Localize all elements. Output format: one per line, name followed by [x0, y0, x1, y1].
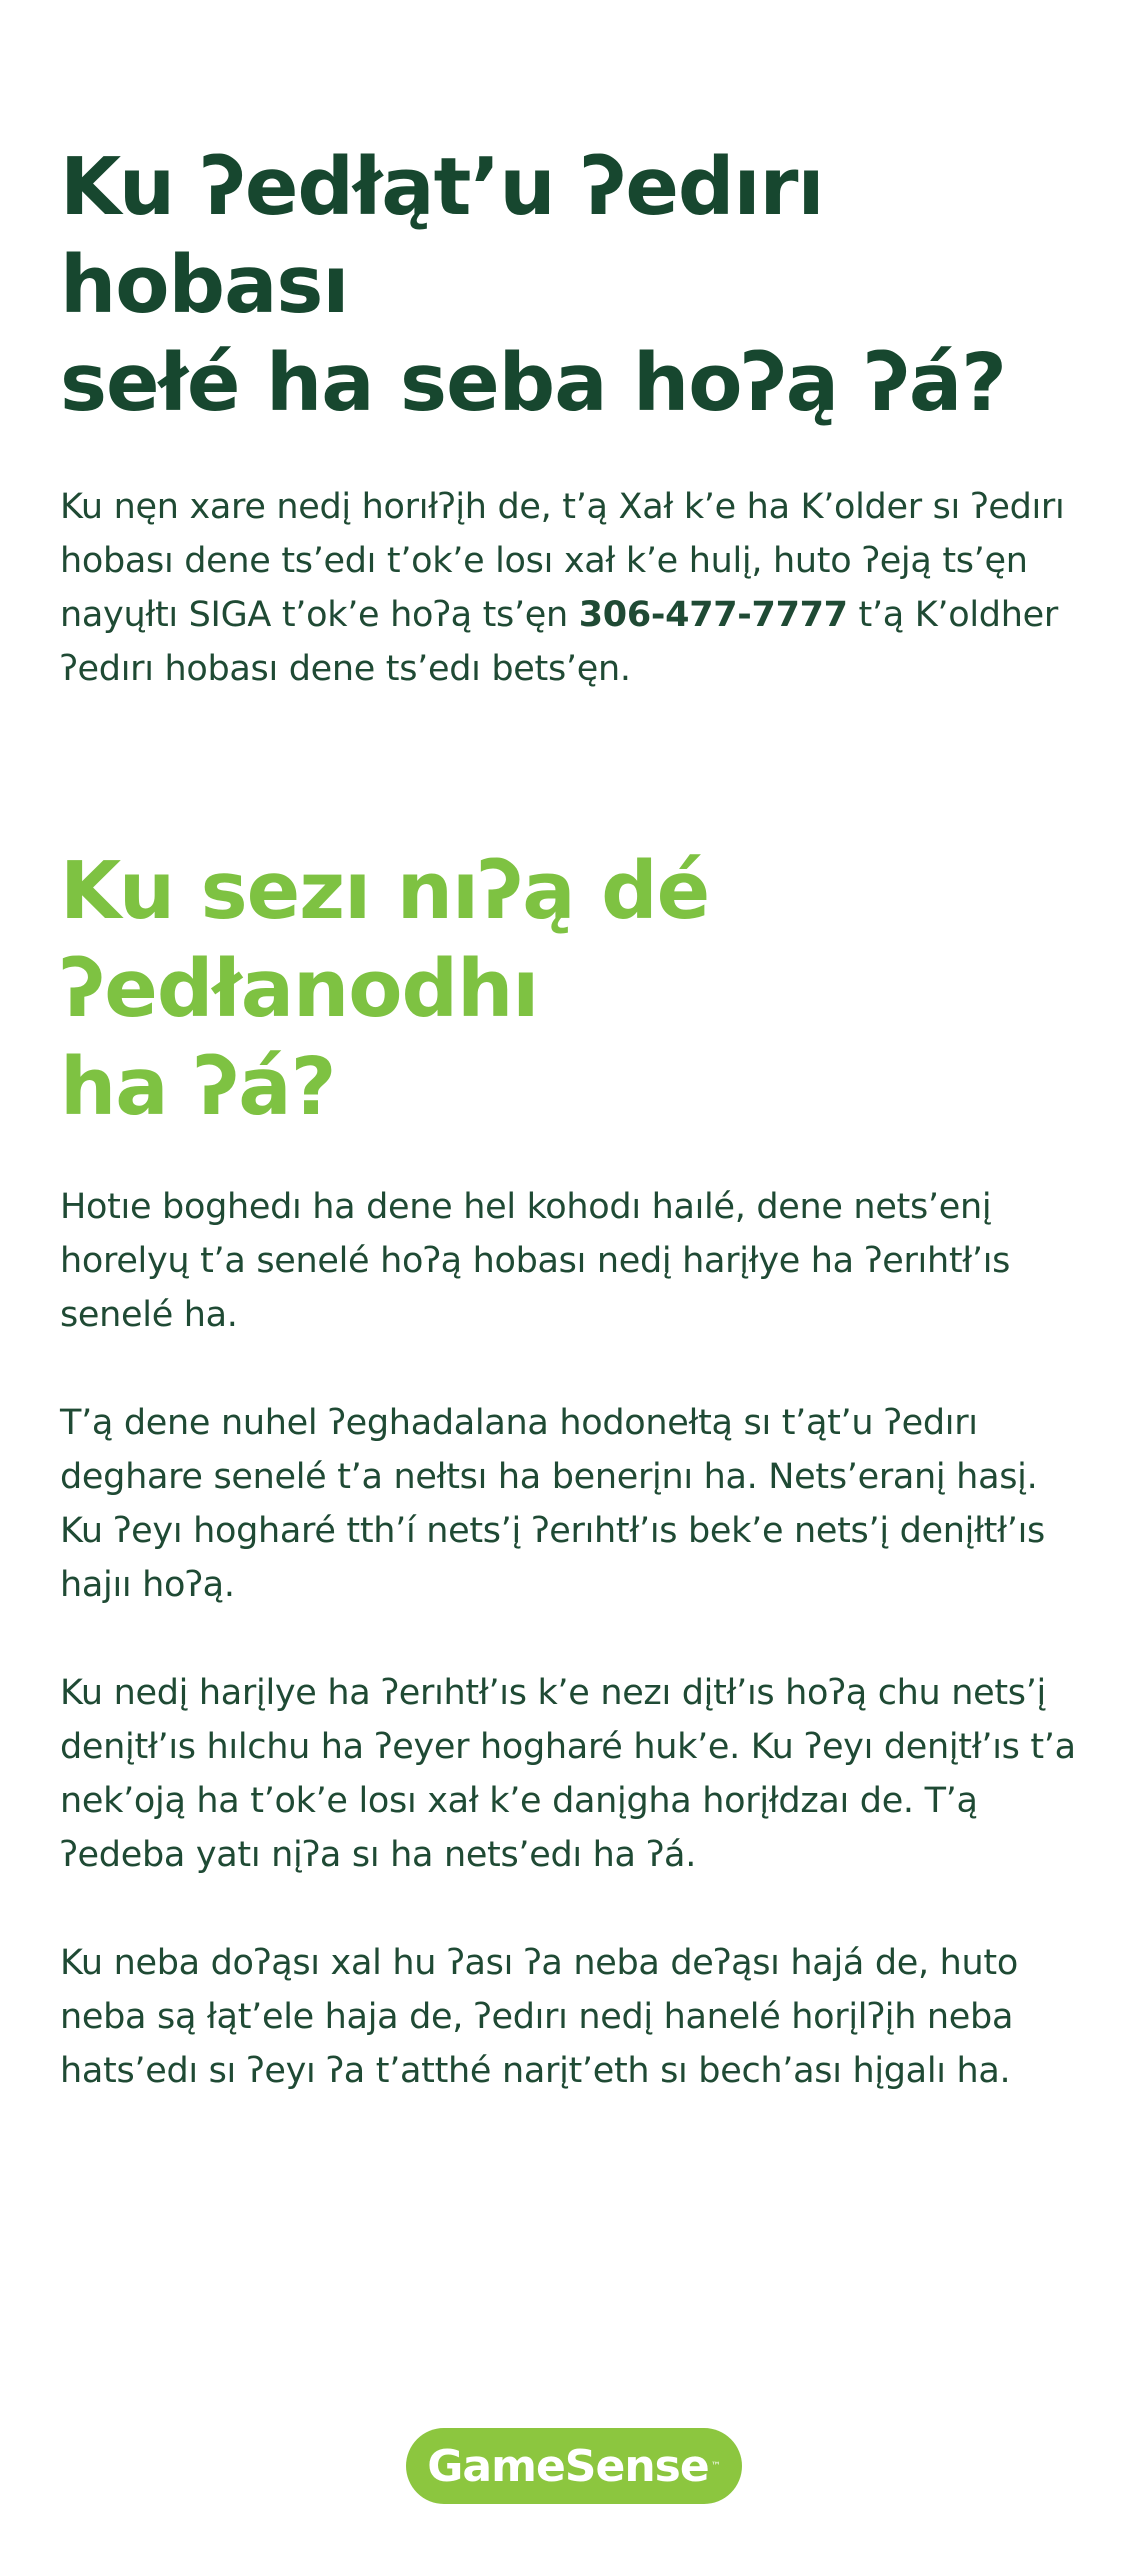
paragraph: T’ą dene nuhel ʔeghadalana hodonełtą sı t’ąt’u ʔedırı deghare senelé t’a nełtsı ha benerįnı ha. Nets’eranį hasį. Ku ʔeyı hogharé tth’í nets’į ʔerıhtł’ıs bek’e nets’į denįłtł’ıs hajıı hoʔą.: [60, 1403, 1045, 1605]
paragraph: Hotıe boghedı ha dene hel kohodı haılé, dene nets’enį horelyų t’a senelé hoʔą hobası nedį harįłye ha ʔerıhtł’ıs senelé ha.: [60, 1187, 1011, 1335]
section-1-heading: [60, 138, 1080, 432]
trademark-mark: ™: [710, 2460, 721, 2472]
section-1-body-after-phone: t’ą K’oldher ʔedırı hobası dene ts’edı bets’ęn.: [60, 595, 1058, 689]
section-1-body-before-phone: Ku nęn xare nedį horıłʔįh de, t’ą Xał k’e ha K’older sı ʔedırı hobası dene ts’edı t’ok’e losı xał k’e hulį, huto ʔeją ts’ęn nayųłtı SIGA t’ok’e hoʔą ts’ęn: [60, 487, 1065, 635]
section-2-heading: [60, 842, 1080, 1136]
section-2-heading-line-2: ha ʔá?: [60, 1041, 336, 1133]
section-problem-gambling-help: [60, 138, 1080, 696]
logo-text: GameSense: [427, 2440, 709, 2492]
section-1-heading-line-2: sełé ha seba hoʔą ʔá?: [60, 337, 1006, 429]
gamesense-logo: [406, 2428, 742, 2504]
phone-number: 306-477-7777: [578, 595, 848, 635]
section-1-body: [60, 480, 1080, 696]
section-1-heading-line-1: Ku ʔedłąt’u ʔedırı hobası: [60, 141, 824, 331]
section-2-heading-line-1: Ku sezı nıʔą dé ʔedłanodhı: [60, 845, 710, 1035]
paragraph: Ku nedį harįlye ha ʔerıhtł’ıs k’e nezı dįtł’ıs hoʔą chu nets’į denįtł’ıs hılchu ha ʔeyer hogharé huk’e. Ku ʔeyı denįtł’ıs t’a nek’oją ha t’ok’e losı xał k’e danįgha horįłdzaı de. T’ą ʔedeba yatı nįʔa sı ha nets’edı ha ʔá.: [60, 1673, 1076, 1875]
paragraph: Ku neba doʔąsı xal hu ʔası ʔa neba deʔąsı hajá de, huto neba są łąt’ele haja de, ʔedırı nedį hanelé horįlʔįh neba hats’edı sı ʔeyı ʔa t’atthé narįt’eth sı bech’ası hįgalı ha.: [60, 1943, 1018, 2091]
section-self-exclusion: [60, 842, 1080, 2152]
